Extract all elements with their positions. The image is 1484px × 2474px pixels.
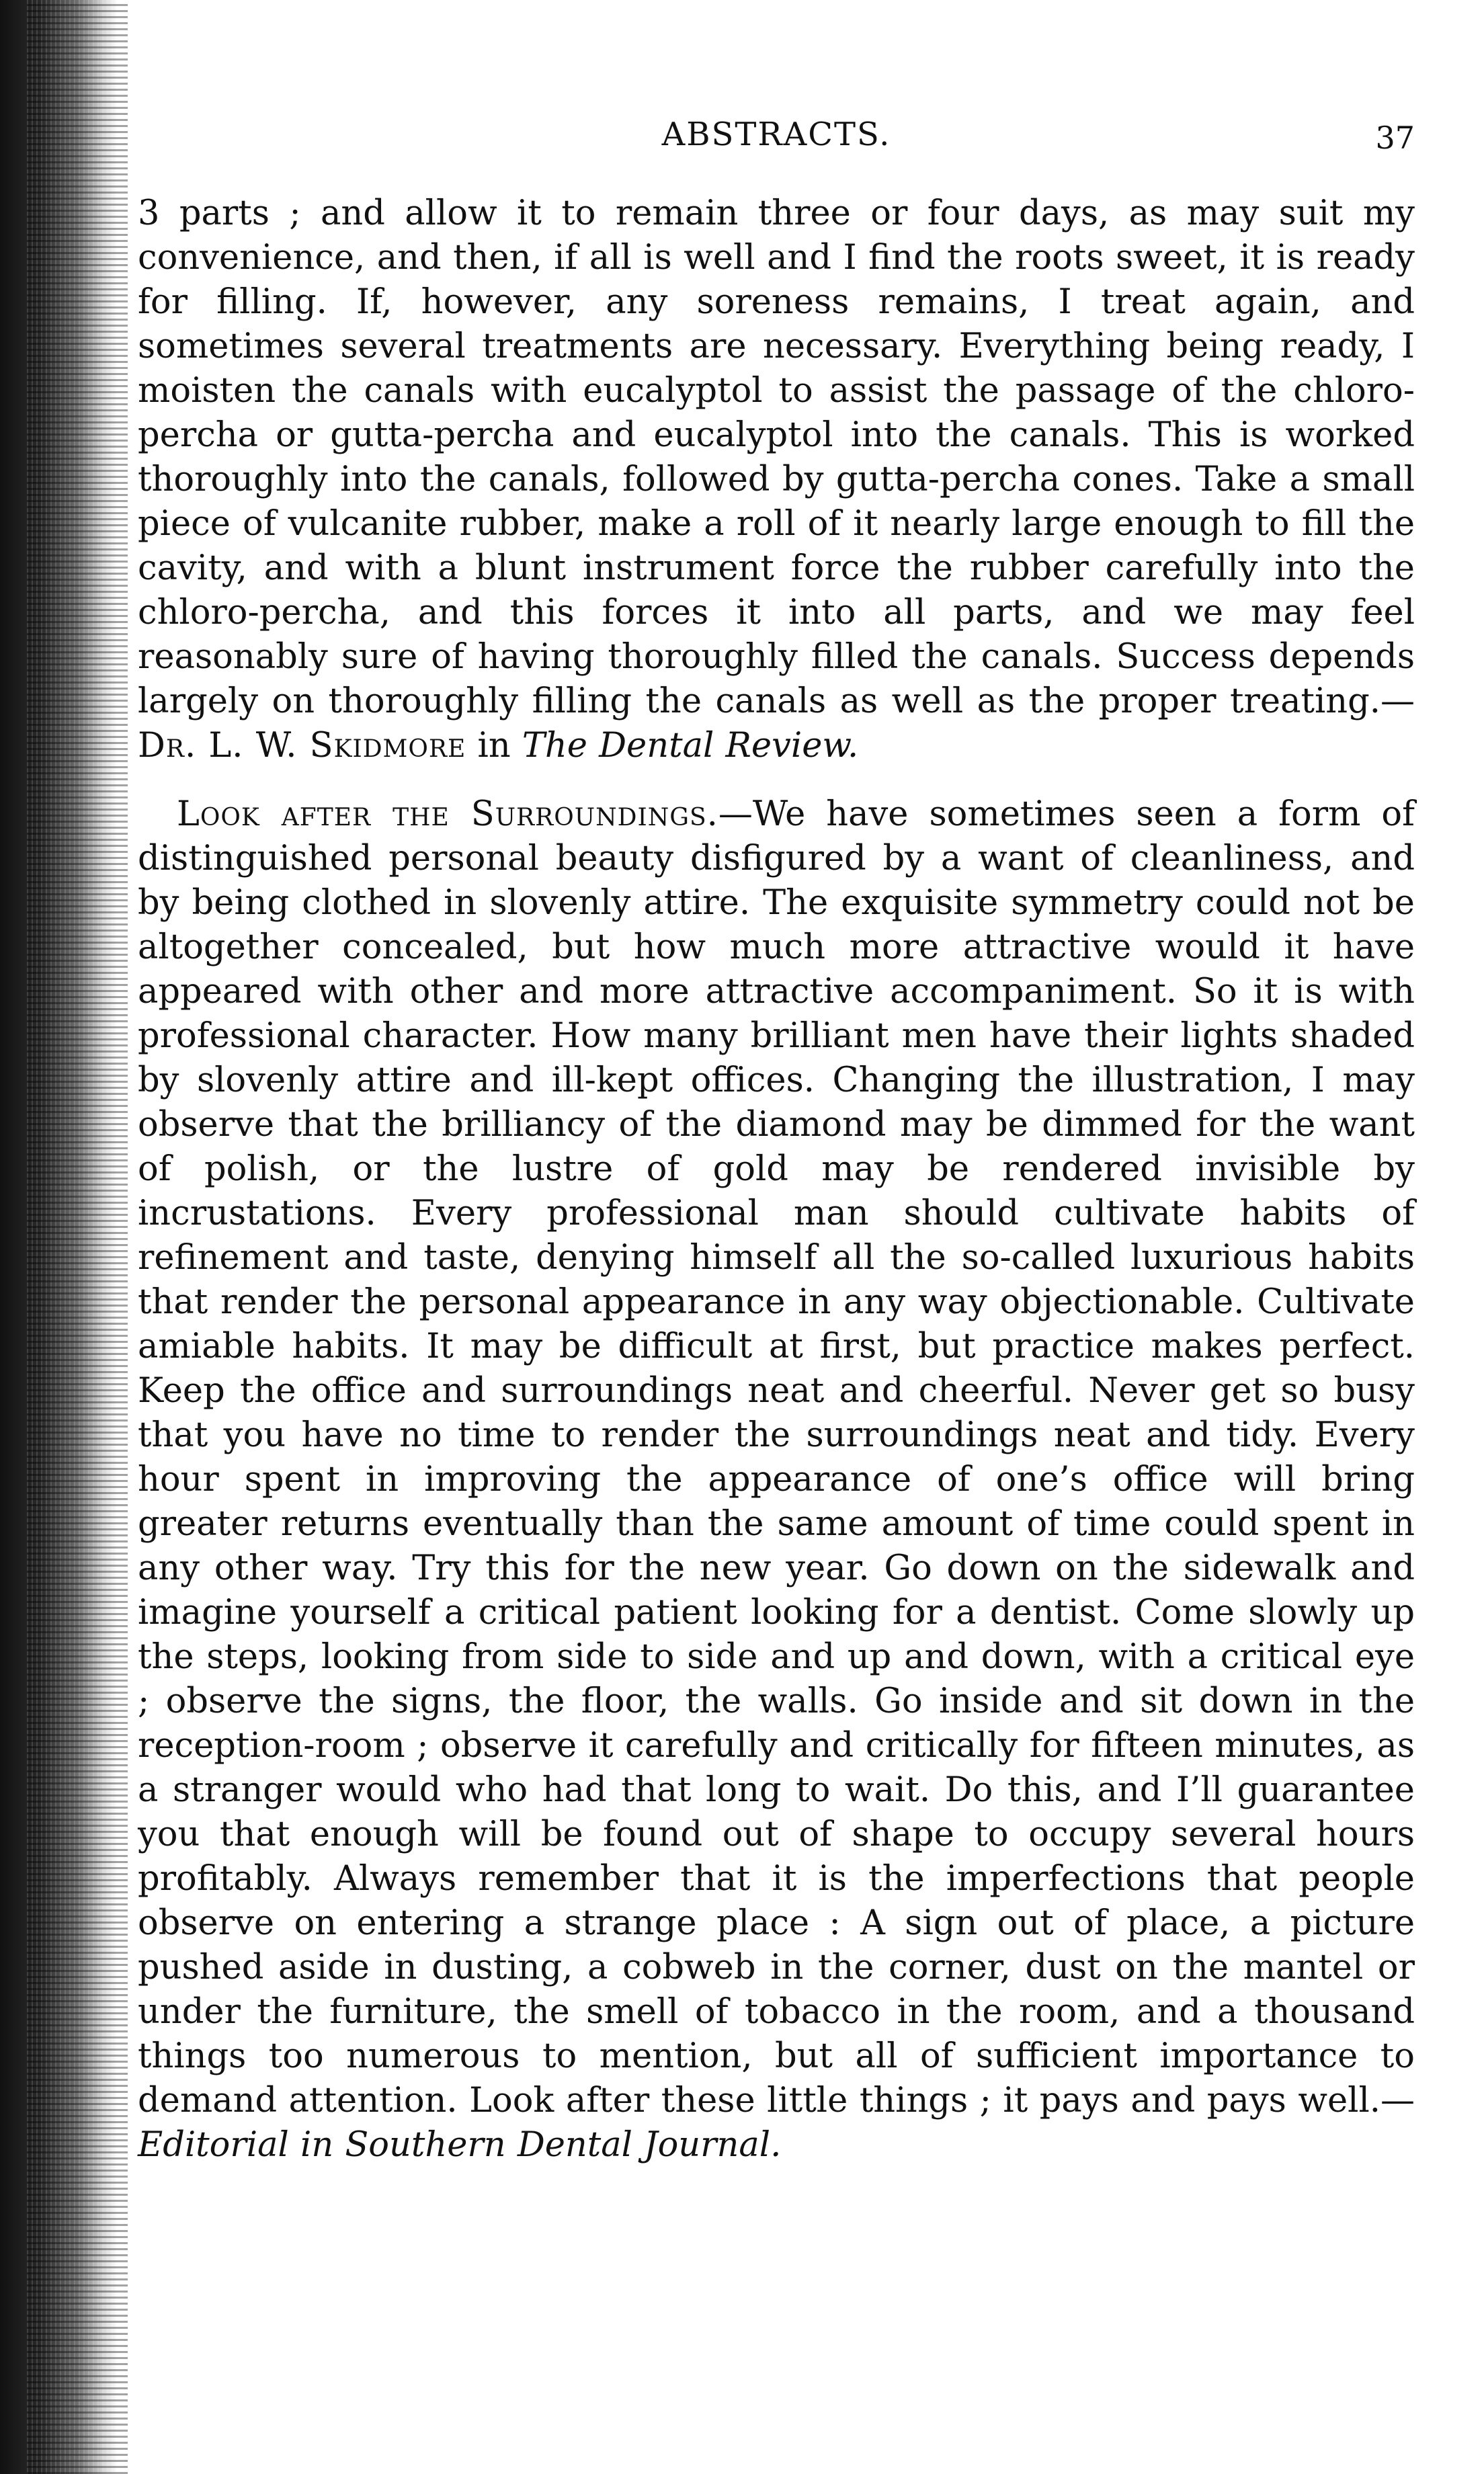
paragraph-2-source: Editorial in Southern Dental Journal. (138, 2125, 782, 2165)
paragraph-1-text: 3 parts ; and allow it to remain three or four days, as may suit my convenience, and then, if all is well and I find the roots sweet, it is ready for filling. If, however, any soreness remains, I treat again, and sometimes several treatments are necessary. Everything being ready, I moisten the canals with eucalyptol to assist the passage of the chloro-percha or gutta-percha and eucalyptol into the canals. This is worked thoroughly into the canals, followed by gutta-percha cones. Take a small piece of vulcanite rubber, make a roll of it nearly large enough to fill the cavity, and with a blunt instrument force the rubber carefully into the chloro-percha, and this forces it into all parts, and we may feel reasonably sure of having thoroughly filled the canals. Success depends largely on thoroughly filling the canals as well as the proper treating.— (138, 194, 1415, 721)
running-head: ABSTRACTS. (661, 116, 891, 153)
page-content (138, 192, 1415, 2168)
paragraph-2-lead: Look after the Surroundings. (177, 794, 718, 834)
paragraph-1-author: Dr. L. W. Skidmore (138, 726, 466, 766)
paragraph-1 (138, 192, 1415, 768)
paragraph-2-text: —We have sometimes seen a form of distinguished personal beauty disfigured by a want of cleanliness, and by being clothed in slovenly attire. The exquisite symmetry could not be altogether concealed, but how much more attractive would it have appeared with other and more attractive accompaniment. So it is with professional character. How many brilliant men have their lights shaded by slovenly attire and ill-kept offices. Changing the illustration, I may observe that the brilliancy of the diamond may be dimmed for the want of polish, or the lustre of gold may be rendered invisible by incrustations. Every professional man should cultivate habits of refinement and taste, denying himself all the so-called luxurious habits that render the personal appearance in any way objectionable. Cultivate amiable habits. It may be difficult at first, but practice makes perfect. Keep the office and surroundings neat and cheerful. Never get so busy that you have no time to render the surroundings neat and tidy. Every hour spent in improving the appearance of one’s office will bring greater returns eventually than the same amount of time could spent in any other way. Try this for the new year. Go down on the sidewalk and imagine yourself a critical patient looking for a dentist. Come slowly up the steps, looking from side to side and up and down, with a critical eye ; observe the signs, the floor, the walls. Go inside and sit down in the reception-room ; observe it carefully and critically for fifteen minutes, as a stranger would who had that long to wait. Do this, and I’ll guarantee you that enough will be found out of shape to occupy several hours profitably. Always remember that it is the imperfections that people observe on entering a strange place : A sign out of place, a picture pushed aside in dusting, a cobweb in the corner, dust on the mantel or under the furniture, the smell of tobacco in the room, and a thousand things too numerous to mention, but all of sufficient importance to demand attention. Look after these little things ; it pays and pays well.— (138, 794, 1415, 2120)
page-header (138, 108, 1415, 168)
binding-texture (27, 0, 128, 2474)
paragraph-1-source: The Dental Review. (522, 726, 859, 766)
page-number: 37 (1375, 120, 1415, 156)
paragraph-1-in-word: in (466, 726, 522, 766)
paragraph-2 (138, 792, 1415, 2168)
book-page (138, 108, 1415, 2406)
